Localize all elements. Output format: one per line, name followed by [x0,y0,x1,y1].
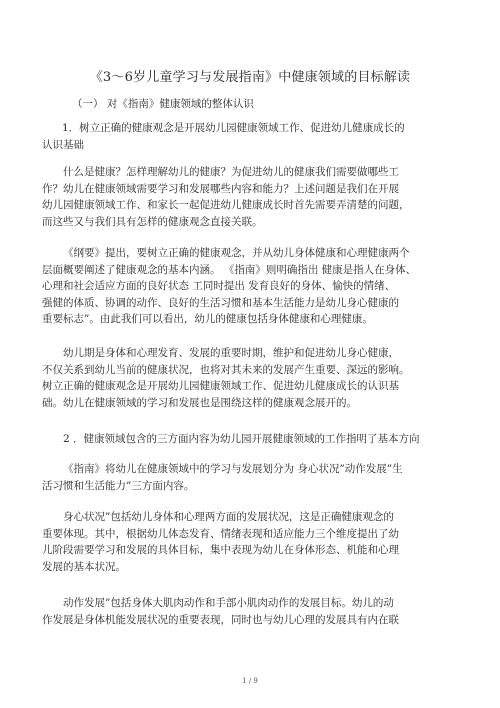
paragraph [42,120,462,153]
paragraph [42,509,462,575]
text-line: 作？幼儿在健康领域需要学习和发展哪些内容和能力？上述问题是我们在开展 [42,182,399,195]
page-number: 1 / 9 [242,677,258,685]
paragraph [42,345,462,411]
text-line: 层面概要阐述了健康观念的基本内涵。 《指南》则明确指出 健康是指人在身体、 [42,263,417,276]
text-line: 而这些又与我们具有怎样的健康观念直接关联。 [42,215,263,228]
text-line: 幼儿园健康领域工作、和家长一起促进幼儿健康成长时首先需要弄清楚的问题， [42,199,410,212]
text-line: 强健的体质、协调的动作、良好的生活习惯和基本生活能力是幼儿身心健康的 [42,296,399,309]
text-line: 2 ．健康领域包含的三方面内容为幼儿园开展健康领域的工作指明了基本方向 [63,433,420,445]
paragraph [42,245,462,328]
text-line: 幼儿期是身体和心理发育、发展的重要时期，维护和促进幼儿身心健康， [63,347,399,359]
document-title: 《3～6岁儿童学习与发展指南》中健康领域的目标解读 [89,70,411,85]
text-line: 1．树立正确的健康观念是开展幼儿园健康领域工作、促进幼儿健康成长的 [62,122,405,134]
text-line: 不仅关系到幼儿当前的健康状况，也将对其未来的发展产生重要、深远的影响。 [42,363,410,376]
text-line: 儿阶段需要学习和发展的具体目标，集中表现为幼儿在身体形态、机能和心理 [42,544,399,557]
text-line: 什么是健康？怎样理解幼儿的健康？为促进幼儿的健康我们需要做哪些工 [63,166,399,178]
text-line: 《纲要》提出，要树立正确的健康观念，并从幼儿身体健康和心理健康两个 [63,247,410,259]
text-line: 心理和社会适应方面的良好状态 工同时提出 发育良好的身体、愉快的情绪、 [42,280,396,293]
text-line: 认识基础 [42,138,84,151]
text-line: 活习惯和生活能力”三方面内容。 [42,479,195,492]
paragraph [42,595,462,628]
text-line: 身心状况”包括幼儿身体和心理两方面的发展状况，这是正确健康观念的 [63,511,394,523]
paragraph [42,164,462,230]
text-line: 重要体现。其中，根据幼儿体态发育、情绪表现和适应能力三个维度提出了幼 [42,527,399,540]
paragraph [42,461,462,494]
text-line: 发展的基本状况。 [42,560,126,573]
text-line: 动作发展”包括身体大肌肉动作和手部小肌肉动作的发展目标。幼儿的动 [63,597,394,609]
paragraph [42,431,462,448]
section-heading: （一） 对《指南》健康领域的整体认识 [72,98,254,110]
text-line: 《指南》将幼儿在健康领域中的学习与发展划分为 身心状况”动作发展”生 [63,463,403,475]
text-line: 树立正确的健康观念是开展幼儿园健康领域工作、促进幼儿健康成长的认识基 [42,380,399,393]
text-line: 重要标志”。由此我们可以看出，幼儿的健康包括身体健康和心理健康。 [42,313,373,326]
text-line: 础。幼儿在健康领域的学习和发展也是围绕这样的健康观念展开的。 [42,396,357,409]
text-line: 作发展是身体机能发展状况的重要表现，同时也与幼儿心理的发展具有内在联 [42,613,399,626]
